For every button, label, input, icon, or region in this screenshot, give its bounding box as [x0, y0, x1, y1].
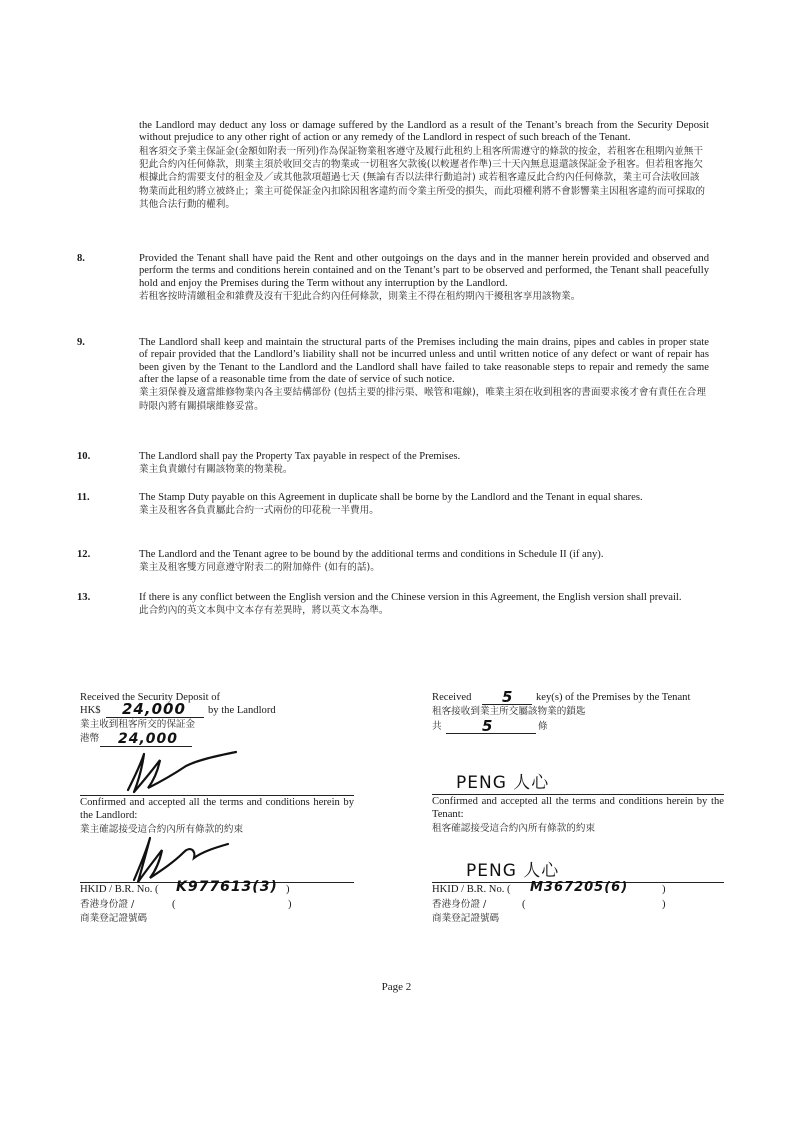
keys-chinese-suffix: 條: [538, 721, 548, 732]
landlord-signature-line: [80, 795, 354, 796]
clause-number: 8.: [77, 253, 85, 264]
clause-chinese: 業主負責繳付有關該物業的物業稅。: [139, 464, 293, 476]
clause-english: The Landlord shall keep and maintain the structural parts of the Premises including the main drains, pipes and cables in proper state of repair provided that the Landlord’s liability shall not be incurred unless and until written notice of any defect or want of repair has been given by the Tenant to the Landlord and the Landlord shall have failed to take reasonable steps to repair and remedy the same after the lapse of a reasonable time from the date of service of such notice.: [139, 337, 709, 385]
keys-received-prefix: Received: [432, 692, 472, 703]
tenant-id-handwritten: M367205(6): [530, 880, 629, 895]
deposit-amount-handwritten: 24,000: [122, 700, 186, 718]
tenant-id-paren-close: ): [662, 899, 666, 910]
clause-english: The Landlord and the Tenant agree to be bound by the additional terms and conditions in Schedule II (if any).: [139, 549, 604, 560]
landlord-confirm-chinese: 業主確認接受這合約內所有條款的約束: [80, 824, 244, 835]
clause-number: 13.: [77, 592, 91, 603]
tenant-id-chinese: 香港身份證 /: [432, 899, 487, 910]
tenant-br-chinese: 商業登記證號碼: [432, 913, 500, 924]
clause-7-english: the Landlord may deduct any loss or damage suffered by the Landlord as a result of the Tenant’s breach from the Security Deposit without prejudice to any other right of action or any remedy of the Landlord in respect of such breach of the Tenant.: [139, 120, 709, 144]
keys-chinese-prefix: 共: [432, 721, 442, 732]
clause-chinese: 業主及租客各負責屬此合約一式兩份的印花稅一半費用。: [139, 505, 379, 517]
deposit-chinese-prefix: 港幣: [80, 733, 100, 744]
landlord-id-handwritten: K977613(3): [176, 879, 278, 895]
page-number: Page 2: [381, 981, 412, 993]
clause-chinese: 若租客按時清繳租金和雜費及沒有干犯此合約內任何條款，則業主不得在租約期內干擾租客享用該物業。: [139, 290, 581, 302]
deposit-hk-prefix: HK$: [80, 705, 101, 716]
clause-number: 9.: [77, 337, 85, 348]
tenant-id-close: ): [662, 884, 666, 895]
tenant-handwritten-name-2: PENG 人心: [466, 861, 560, 881]
landlord-id-chinese: 香港身份證 /: [80, 899, 135, 910]
landlord-signature: [120, 748, 250, 796]
clause-chinese: 業主及租客雙方同意遵守附表二的附加條件 (如有的話)。: [139, 562, 380, 574]
clause-number: 10.: [77, 451, 91, 462]
landlord-id-label: HKID / B.R. No. (: [80, 884, 159, 895]
landlord-id-paren-close: ): [288, 899, 292, 910]
clause-number: 12.: [77, 549, 91, 560]
landlord-id-paren-open: (: [172, 899, 176, 910]
keys-count-handwritten: 5: [502, 688, 514, 706]
landlord-id-close: ): [286, 884, 290, 895]
clause-english: The Stamp Duty payable on this Agreement in duplicate shall be borne by the Landlord and the Tenant in equal shares.: [139, 492, 643, 503]
tenant-id-label: HKID / B.R. No. (: [432, 884, 511, 895]
clause-number: 11.: [77, 492, 90, 503]
deposit-receipt-line1: Received the Security Deposit of: [80, 692, 221, 703]
tenant-signature-line: [432, 794, 724, 795]
deposit-suffix: by the Landlord: [208, 705, 276, 716]
clause-english: If there is any conflict between the English version and the Chinese version in this Agreement, the English version shall prevail.: [139, 592, 682, 603]
keys-chinese-count-handwritten: 5: [482, 717, 494, 735]
clause-chinese: 業主須保養及適當維修物業內各主要結構部份 (包括主要的排污渠、喉管和電線)，唯業主須在收到租客的書面要求後才會有責任在合理時限內將有關損壞維修妥當。: [139, 387, 706, 412]
clause-english: Provided the Tenant shall have paid the Rent and other outgoings on the days and in the manner herein provided and observed and perform the terms and conditions herein contained and on the Tenant’s part to be observed and performed, the Tenant shall peacefully hold and enjoy the Premises during the Term without any interruption by the Landlord.: [139, 253, 709, 289]
deposit-chinese-line: 業主收到租客所交的保証金: [80, 719, 196, 730]
clause-english: The Landlord shall pay the Property Tax payable in respect of the Premises.: [139, 451, 461, 462]
clause-chinese: 此合約內的英文本與中文本存有差異時，將以英文本為準。: [139, 605, 389, 617]
landlord-signature-2: [124, 830, 244, 886]
landlord-confirm-english: Confirmed and accepted all the terms and conditions herein by the Landlord:: [80, 797, 354, 821]
tenant-confirm-chinese: 租客確認接受這合約內所有條款的約束: [432, 823, 596, 834]
keys-chinese-line: 租客接收到業主所交屬該物業的鎖匙: [432, 706, 586, 717]
tenant-confirm-english: Confirmed and accepted all the terms and conditions herein by the Tenant:: [432, 796, 724, 820]
clause-7-chinese: 租客須交予業主保証金(金額如附表一所列)作為保証物業租客遵守及履行此租約上租客所需遵守的條款的按金，若租客在租期內並無干犯此合約內任何條款，則業主須於收回交吉的物業或一切租客欠款後(以較遲者作準)三十天內無息退還該保証金予租客。但若租客拖欠根據此合約需要支付的租金及／或其他款項超過七天 (無論有否以法律行動追討) 或若租客違反此合約內任何條款，業主可合法收回該物業而此租約將立被終止；業主可從保証金內扣除因租客違約而令業主所受的損失，而此項權利將不會影響業主因租客違約而可採取的其他合法行動的權利。: [139, 145, 706, 211]
keys-suffix: key(s) of the Premises by the Tenant: [536, 692, 691, 703]
landlord-br-chinese: 商業登記證號碼: [80, 913, 148, 924]
tenant-id-paren-open: (: [522, 899, 526, 910]
deposit-chinese-amount-handwritten: 24,000: [118, 731, 179, 747]
clause-7-continuation: [139, 120, 709, 212]
tenant-handwritten-name: PENG 人心: [456, 773, 550, 793]
